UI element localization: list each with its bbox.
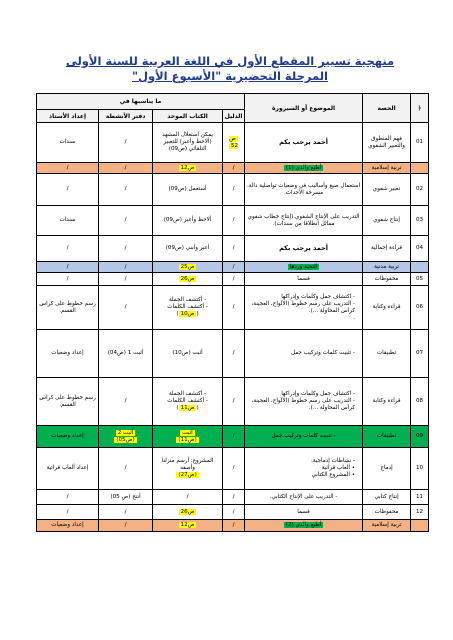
- row-number: [411, 262, 429, 273]
- activities-cell: /: [99, 174, 153, 206]
- table-row: [37, 505, 429, 520]
- guide-cell: /: [223, 286, 245, 330]
- topic-cell: - التدريب على الإنتاج الكتابي.: [245, 490, 363, 505]
- teacher-cell: /: [37, 174, 99, 206]
- session-cell: قراءة إجمالية: [363, 236, 411, 262]
- book-cell: [153, 505, 223, 520]
- table-row: [37, 378, 429, 426]
- guide-cell: /: [223, 448, 245, 490]
- book-page: (ص11): [178, 436, 197, 443]
- activity-line: أثبت 2: [117, 429, 134, 436]
- header-teacher-prep: إعداد الأستاذ: [37, 110, 99, 123]
- header-topic: الموضوع أو السيرورة: [245, 94, 363, 123]
- guide-cell: /: [223, 426, 245, 448]
- book-cell: أستعمل (ص09): [153, 174, 223, 206]
- teacher-cell: إعداد ألعاب قرائية: [37, 448, 99, 490]
- book-page-line: [154, 472, 221, 479]
- row-number: 11: [411, 490, 429, 505]
- teacher-cell: إعداد وضعيات: [37, 426, 99, 448]
- table-row: [37, 174, 429, 206]
- guide-cell: /: [223, 378, 245, 426]
- book-cell: [153, 448, 223, 490]
- book-page-line: (ص11): [176, 405, 199, 411]
- teacher-cell: /: [37, 490, 99, 505]
- session-cell: إنتاج شفوي: [363, 206, 411, 236]
- topic-cell: - تثبيت كلمات وتركيب جمل: [245, 426, 363, 448]
- table-row: [37, 163, 429, 174]
- topic-highlight: التحية وردها: [289, 263, 318, 270]
- list-item: - اكتشاف جمل وكلمات وإدراكها: [281, 293, 356, 300]
- book-cell: [153, 262, 223, 273]
- topic-cell: التدريب على الإنتاج الشفوي.(إنتاج خطاب شفوي مماثل انطلاقا من سندات).: [245, 206, 363, 236]
- header-unified-book: الكتاب الموحد: [153, 110, 223, 123]
- book-cell: /: [153, 490, 223, 505]
- activities-cell: /: [99, 123, 153, 163]
- topic-cell: [245, 286, 363, 330]
- teacher-cell: رسم خطوط على كراس القسم.: [37, 286, 99, 330]
- guide-cell: /: [223, 520, 245, 532]
- row-number: [411, 520, 429, 532]
- book-cell: [153, 273, 223, 286]
- table-row: [37, 236, 429, 262]
- teacher-cell: رسم خطوط على كراس القسم.: [37, 378, 99, 426]
- guide-cell: /: [223, 262, 245, 273]
- book-page: ص10: [180, 311, 195, 317]
- row-number: [411, 163, 429, 174]
- teacher-cell: سندات: [37, 206, 99, 236]
- table-row: [37, 426, 429, 448]
- activities-cell: /: [99, 378, 153, 426]
- table-row: [37, 206, 429, 236]
- row-number: 04: [411, 236, 429, 262]
- header-guide: الدليل: [223, 110, 245, 123]
- book-page-line: [154, 437, 221, 444]
- table-row: [37, 448, 429, 490]
- book-line: - أكتشف الكلمات: [167, 398, 208, 404]
- session-cell: تعبير شفوي: [363, 174, 411, 206]
- row-number: 12: [411, 505, 429, 520]
- guide-cell: /: [223, 163, 245, 174]
- page-subtitle: المرحلة التحضيرية "الأسبوع الأول": [132, 69, 328, 83]
- header-group: ما يناسبها في: [37, 94, 245, 110]
- session-cell: محفوظات: [363, 505, 411, 520]
- topic-highlight: أطيع والدي (1): [285, 164, 322, 171]
- guide-cell: /: [223, 174, 245, 206]
- list-item: - التدريب على رسم خطوط (الألواح، العجينة، كراس المحاولة ...).: [251, 398, 356, 411]
- table-row: [37, 520, 429, 532]
- activities-cell: /: [99, 262, 153, 273]
- activity-page-line: (ص05): [116, 436, 135, 443]
- guide-cell: /: [223, 206, 245, 236]
- book-cell: [153, 426, 223, 448]
- activities-cell: /: [99, 505, 153, 520]
- topic-cell: [245, 330, 363, 378]
- row-number: 09: [411, 426, 429, 448]
- table-row: [37, 286, 429, 330]
- activities-cell: /: [99, 236, 153, 262]
- teacher-cell: سندات: [37, 123, 99, 163]
- guide-cell: /: [223, 330, 245, 378]
- session-cell: تربية مدنية: [363, 262, 411, 273]
- session-cell: محفوظات: [363, 273, 411, 286]
- book-page: (ص27): [178, 472, 197, 478]
- session-cell: إدماج: [363, 448, 411, 490]
- teacher-cell: /: [37, 273, 99, 286]
- book-page: ص12: [180, 522, 195, 528]
- topic-cell: استعمال صيغ وأساليب في وضعيات تواصلية دالة. مسرحة الأحداث.: [245, 174, 363, 206]
- session-cell: تربية إسلامية: [363, 520, 411, 532]
- topic-cell: قسما: [245, 273, 363, 286]
- book-page-line: (ص10): [176, 311, 199, 317]
- activities-cell: /: [99, 448, 153, 490]
- activities-cell: /: [99, 286, 153, 330]
- header-symbol: ﴿: [411, 94, 429, 123]
- activities-cell: أنتج (ص 05): [99, 490, 153, 505]
- activities-cell: /: [99, 520, 153, 532]
- row-number: 08: [411, 378, 429, 426]
- row-number: 10: [411, 448, 429, 490]
- teacher-cell: /: [37, 236, 99, 262]
- topic-cell: [245, 448, 363, 490]
- book-cell: [153, 520, 223, 532]
- topic-cell: قسما: [245, 505, 363, 520]
- book-line: - أكتشف الجملة: [168, 391, 207, 397]
- header-activities: دفتر الأنشطة: [99, 110, 153, 123]
- guide-cell: /: [223, 505, 245, 520]
- table-row: [37, 330, 429, 378]
- guide-cell: /: [223, 236, 245, 262]
- list-item: • ألعاب قرائية: [321, 465, 356, 471]
- book-line: - أكتشف الجملة: [168, 297, 207, 303]
- header-session: الحصة: [363, 94, 411, 123]
- row-number: 02: [411, 174, 429, 206]
- book-page: ص12: [180, 164, 195, 171]
- book-line: - أكتشف الكلمات: [167, 304, 208, 310]
- row-number: 07: [411, 330, 429, 378]
- teacher-cell: /: [37, 262, 99, 273]
- guide-cell: [223, 123, 245, 163]
- book-cell: ألاحظ وأعبر (ص09): [153, 206, 223, 236]
- row-number: 03: [411, 206, 429, 236]
- table-row: [37, 123, 429, 163]
- list-item: • المشروع الكتابي: [311, 472, 356, 478]
- list-item: - التدريب على رسم خطوط (الألواح، العجينة، كراس المحاولة ...).: [251, 300, 356, 314]
- book-page: ص26: [180, 275, 195, 282]
- book-page: ص11: [180, 405, 195, 411]
- book-page: ص26: [180, 508, 195, 515]
- topic-cell: [245, 520, 363, 532]
- book-cell: [153, 286, 223, 330]
- session-cell: تربية إسلامية: [363, 163, 411, 174]
- session-cell: إنتاج كتابي: [363, 490, 411, 505]
- topic-cell: [245, 378, 363, 426]
- session-cell: فهم المنطوق والتعبير الشفوي: [363, 123, 411, 163]
- book-cell: يمكن استغلال المشهد (ألاحظ وأعبر) للتعبير التلقائي (ص09): [153, 123, 223, 163]
- book-line: أثبت: [182, 429, 193, 436]
- topic-cell: [245, 262, 363, 273]
- activities-cell: /: [99, 273, 153, 286]
- activities-cell: /: [99, 163, 153, 174]
- topic-cell: [245, 163, 363, 174]
- teacher-cell: /: [37, 505, 99, 520]
- list-item: - اكتشاف جمل وكلمات وإدراكها: [281, 391, 356, 397]
- teacher-cell: /: [37, 163, 99, 174]
- book-cell: أعبر وأبني (ص09): [153, 236, 223, 262]
- table-row: [37, 273, 429, 286]
- book-cell: أثبت (ص10): [153, 330, 223, 378]
- table-row: [37, 490, 429, 505]
- topic-cell: أحمد يرحب بكم: [245, 236, 363, 262]
- activities-cell: [99, 426, 153, 448]
- row-number: 01: [411, 123, 429, 163]
- teacher-cell: إعداد وضعيات: [37, 520, 99, 532]
- session-cell: قراءة وكتابة: [363, 378, 411, 426]
- session-cell: تطبيقات: [363, 330, 411, 378]
- topic-highlight: أطيع والدي (2): [285, 522, 322, 528]
- activities-cell: أثبت 1 (ص04): [99, 330, 153, 378]
- table-row: [37, 262, 429, 273]
- list-item: - نشاطات إدماجية:: [311, 458, 356, 464]
- row-number: 06: [411, 286, 429, 330]
- book-line: المشروع: أرسم منزلنا وأصفه: [161, 458, 214, 471]
- guide-cell: /: [223, 490, 245, 505]
- session-cell: قراءة وكتابة: [363, 286, 411, 330]
- list-item: .: [353, 314, 356, 321]
- guide-cell: /: [223, 273, 245, 286]
- guide-page: ص 52: [229, 135, 239, 149]
- book-page: ص25: [180, 263, 195, 270]
- book-cell: [153, 378, 223, 426]
- teacher-cell: إعداد وضعيات: [37, 330, 99, 378]
- page-title: منهجية تسيير المقطع الأول في اللغة العربية للسنة الأولى: [65, 54, 395, 68]
- session-cell: تطبيقات: [363, 426, 411, 448]
- topic-cell: أحمد يرحب بكم: [245, 123, 363, 163]
- book-cell: [153, 163, 223, 174]
- row-number: 05: [411, 273, 429, 286]
- lesson-plan-table: [36, 93, 429, 532]
- activities-cell: /: [99, 206, 153, 236]
- list-item: - تثبيت كلمات وتركيب جمل: [290, 350, 356, 356]
